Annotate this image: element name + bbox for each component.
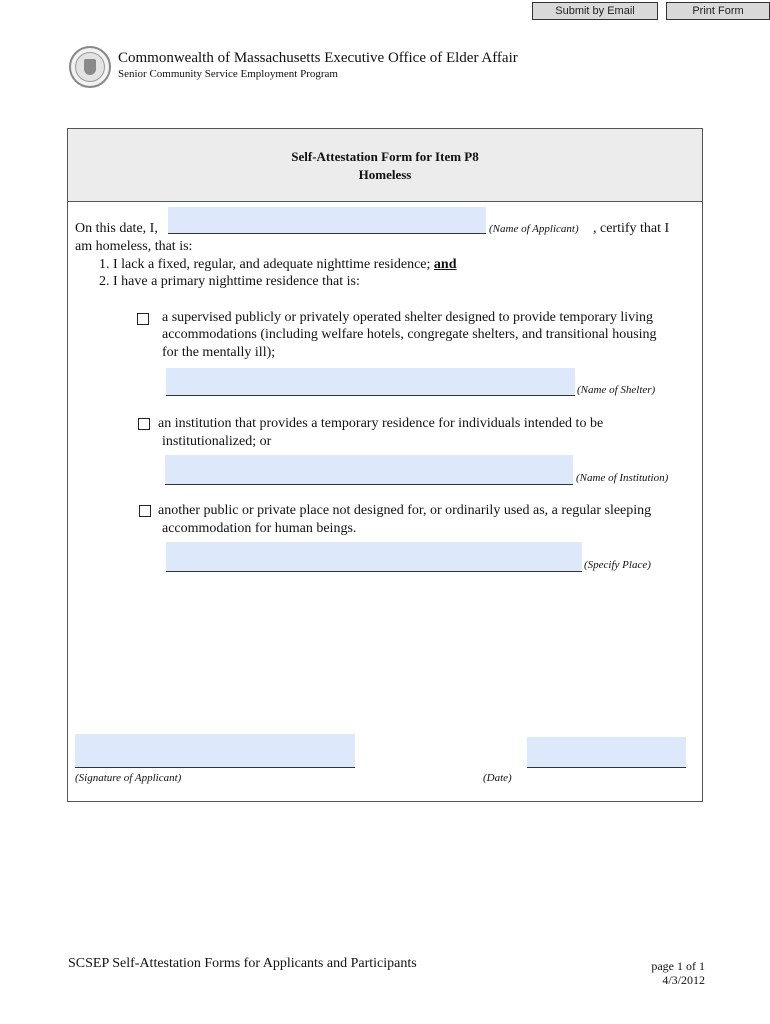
date-field[interactable] [527, 737, 686, 768]
shelter-note: (Name of Shelter) [577, 384, 656, 396]
option-shelter-line1: a supervised publicly or privately operated shelter designed to provide temporary living [162, 310, 654, 325]
print-form-button[interactable]: Print Form [666, 2, 770, 20]
condition-1-text: 1. I lack a fixed, regular, and adequate nighttime residence; [99, 257, 431, 272]
seal-inner-ring [75, 52, 105, 82]
institution-name-field[interactable] [165, 455, 573, 485]
applicant-note: (Name of Applicant) [489, 223, 579, 235]
condition-1 [99, 257, 456, 273]
intro-line2: am homeless, that is: [75, 239, 193, 254]
signature-note: (Signature of Applicant) [75, 772, 182, 784]
institution-checkbox[interactable] [138, 418, 150, 430]
option-place-line1: another public or private place not designed for, or ordinarily used as, a regular sleeping [158, 503, 652, 518]
footer-title: SCSEP Self-Attestation Forms for Applicants and Participants [68, 956, 417, 971]
specify-place-note: (Specify Place) [584, 559, 651, 571]
condition-2: 2. I have a primary nighttime residence that is: [99, 274, 360, 289]
submit-by-email-button[interactable]: Submit by Email [532, 2, 658, 20]
option-institution-line2: institutionalized; or [162, 434, 272, 449]
option-place-line2: accommodation for human beings. [162, 521, 357, 536]
specify-place-field[interactable] [166, 542, 582, 572]
org-title: Commonwealth of Massachusetts Executive Office of Elder Affair [118, 50, 518, 66]
form-subtitle: Homeless [358, 167, 412, 182]
form-header [68, 129, 702, 202]
other-place-checkbox[interactable] [139, 505, 151, 517]
seal-shield [84, 59, 96, 75]
date-note: (Date) [483, 772, 512, 784]
applicant-name-field[interactable] [168, 207, 486, 234]
page-number: page 1 of 1 [651, 959, 705, 973]
massachusetts-seal-icon [69, 46, 111, 88]
option-shelter-line2: accommodations (including welfare hotels, congregate shelters, and transitional housing [162, 327, 657, 342]
intro-prefix: On this date, I, [75, 221, 158, 236]
form-title: Self-Attestation Form for Item P8 [291, 149, 479, 164]
footer-date: 4/3/2012 [662, 973, 705, 987]
intro-suffix: , certify that I [593, 221, 670, 236]
signature-field[interactable] [75, 734, 355, 768]
option-institution-line1: an institution that provides a temporary residence for individuals intended to be [158, 416, 604, 431]
shelter-checkbox[interactable] [137, 313, 149, 325]
institution-note: (Name of Institution) [576, 472, 669, 484]
org-subtitle: Senior Community Service Employment Program [118, 68, 338, 80]
shelter-name-field[interactable] [166, 368, 575, 396]
condition-1-and: and [433, 257, 457, 272]
option-shelter-line3: for the mentally ill); [162, 345, 276, 360]
